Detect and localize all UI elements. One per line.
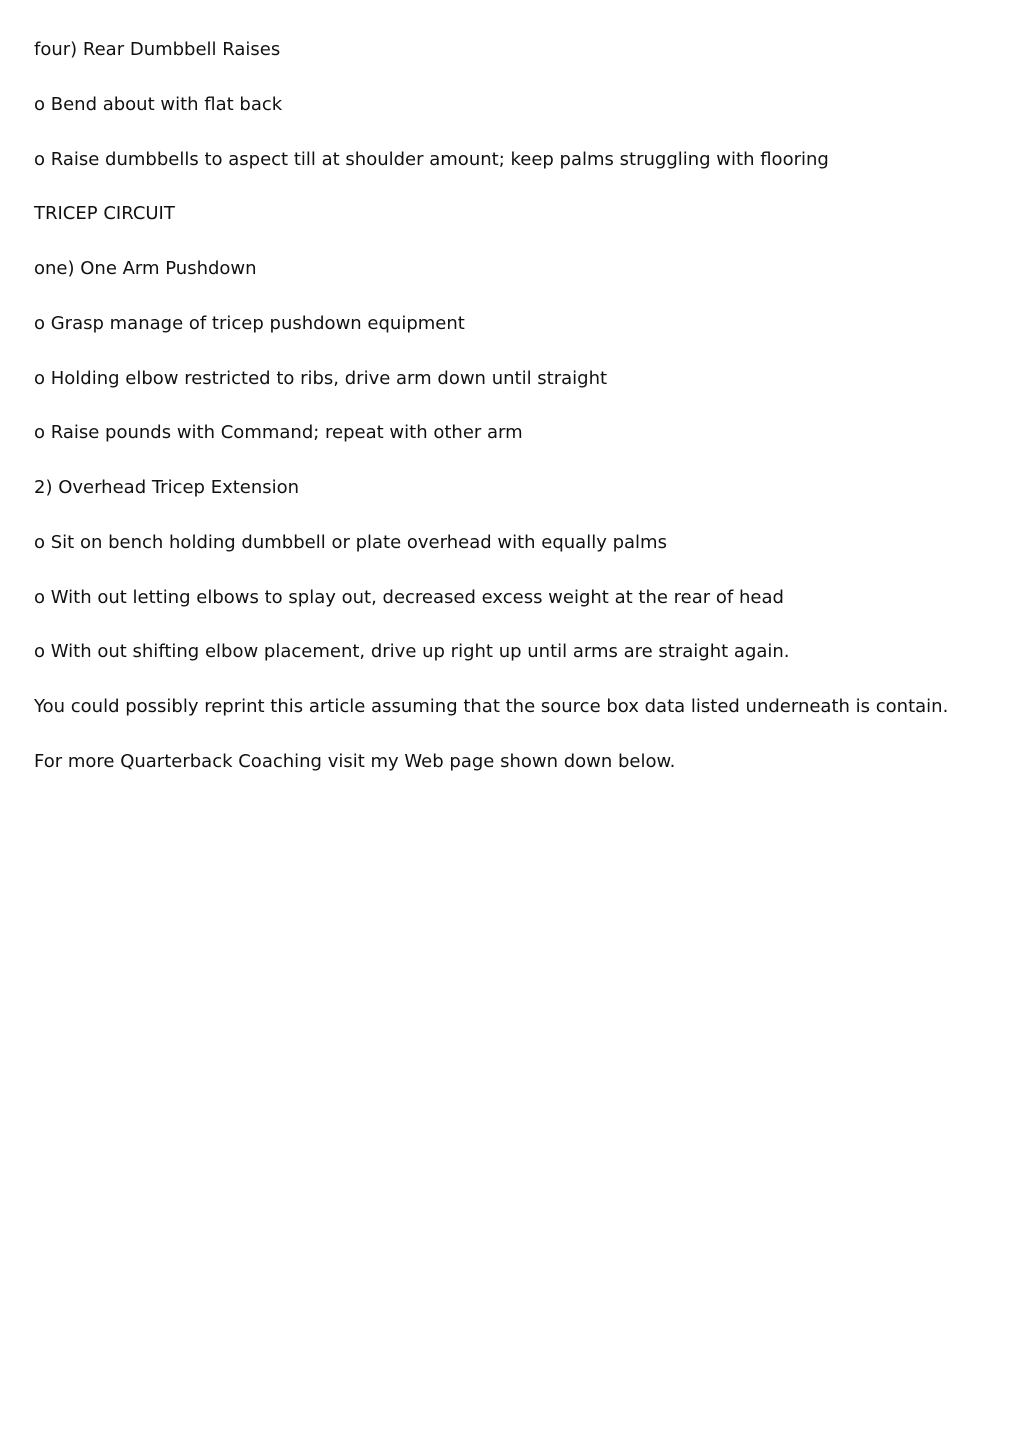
section-heading-one-arm-pushdown: one) One Arm Pushdown — [34, 258, 257, 279]
bullet-item: o With out letting elbows to splay out, decreased excess weight at the rear of head — [34, 586, 784, 608]
bullet-item: o Holding elbow restricted to ribs, drive arm down until straight — [34, 367, 608, 389]
bullet-item: o Sit on bench holding dumbbell or plate overhead with equally palms — [34, 531, 667, 553]
bullet-item: o Raise pounds with Command; repeat with other arm — [34, 422, 523, 444]
bullet-item: o With out shifting elbow placement, drive up right up until arms are straight again. — [34, 641, 790, 663]
bullet-item: o Grasp manage of tricep pushdown equipment — [34, 312, 465, 334]
section-heading-rear-dumbbell-raises: four) Rear Dumbbell Raises — [34, 39, 281, 60]
section-heading-overhead-tricep-extension: 2) Overhead Tricep Extension — [34, 477, 300, 498]
document-body — [34, 37, 994, 804]
bullet-item: o Bend about with flat back — [34, 93, 283, 115]
circuit-heading: TRICEP CIRCUIT — [34, 203, 175, 225]
bullet-item: o Raise dumbbells to aspect till at shoulder amount; keep palms struggling with flooring — [34, 148, 829, 170]
closing-line: For more Quarterback Coaching visit my Web page shown down below. — [34, 750, 676, 772]
reprint-notice: You could possibly reprint this article assuming that the source box data listed underneath is contain. — [34, 696, 949, 717]
